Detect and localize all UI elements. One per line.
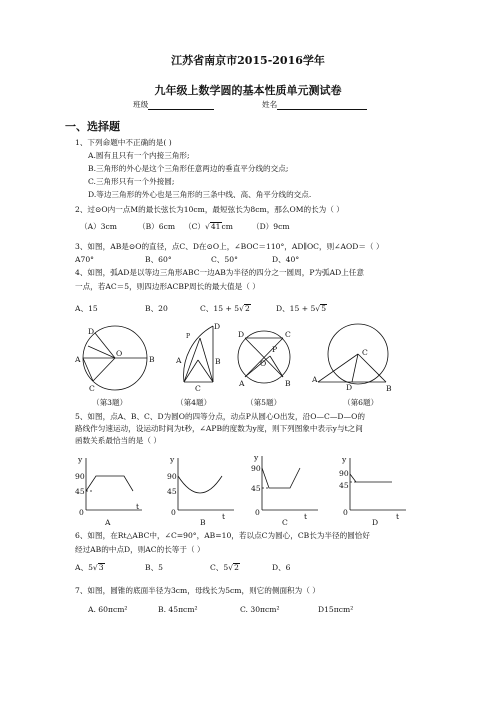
graph-d-y-label: y [342,455,347,464]
fig6-label-a: A [312,375,318,384]
q5-stem-2: 路线作匀速运动，设运动时间为t秒，∠APB的度数为y度，则下列图象中表示y与t之间 [75,424,363,433]
graph-d-origin: 0 [343,508,348,517]
class-field [133,100,214,110]
graph-b-origin: 0 [171,508,176,517]
caption-q4: （第4题） [176,398,212,407]
caption-q3: （第3题） [92,398,128,407]
q2-option-b: （B）6cm [138,222,176,231]
graph-c-y-label: y [254,453,259,462]
fig4-label-a: A [176,356,182,365]
q3-option-b: B、60° [145,255,172,264]
name-blank[interactable] [277,101,367,110]
graph-a-origin: 0 [79,508,84,517]
graph-b-tick-90: 90 [167,472,177,481]
figure-q6 [311,324,392,392]
q4-d-radicand: 5 [321,304,327,313]
q6-c-prefix: C、5 [210,563,229,572]
graph-a-tick-90: 90 [75,472,85,481]
q7-option-a: A. 60πcm² [88,605,128,614]
fig5-label-o: O [260,359,267,368]
q6-a-radicand: 3 [98,563,104,572]
section-heading: 一、选择题 [65,120,120,133]
fig4-label-d: D [214,322,221,331]
caption-q6: （第6题） [343,398,379,407]
q4-stem-2: 一点，若AC＝5，则四边形ACBP周长的最大值是（ ） [75,282,260,291]
q2-option-c: （C）√41cm [184,222,233,231]
figure-q3 [74,326,155,392]
graph-d [339,455,406,521]
fig4-label-b: B [215,357,221,366]
graph-c-origin: 0 [255,508,260,517]
fig6-label-b: B [386,384,392,392]
caption-q5: （第5题） [246,398,282,407]
q5-option-d-label: D [372,518,379,527]
fig5-label-d: D [238,330,245,339]
q5-option-c-label: C [282,518,288,527]
fig3-label-d: D [88,327,95,336]
q5-stem-1: 5、如图，点A、B、C、D为圆O的四等分点，动点P从圆心O出发，沿O—C—D—O的 [75,412,365,421]
q6-c-radicand: 2 [234,563,239,572]
graph-a-t-label: t [136,502,140,511]
q1-option-b: B.三角形的外心是这个三角形任意两边的垂直平分线的交点; [88,164,289,173]
graph-a-y-label: y [78,455,83,464]
title-line-2: 九年级上数学圆的基本性质单元测试卷 [154,84,342,97]
q2-c-radicand: 41 [210,222,221,231]
q1-option-d: D.等边三角形的外心也是三角形的三条中线、高、角平分线的交点. [88,190,312,199]
q4-option-d: D、15 + 5√5 [276,304,327,313]
name-field [262,100,367,110]
fig6-label-c: C [362,348,368,357]
title-line-1: 江苏省南京市2015-2016学年 [171,54,325,67]
fig5-label-p: P [272,345,278,354]
q6-option-c: C、5√2 [210,563,239,572]
q4-option-b: B、20 [145,304,168,313]
fig3-label-o: O [116,349,123,358]
q7-option-b: B. 45πcm² [158,605,198,614]
fig3-label-b: B [149,355,155,364]
q5-option-b-label: B [200,518,206,527]
q7-option-c: C. 30πcm² [240,605,280,614]
fig3-label-c: C [89,384,95,392]
q2-c-prefix: （C） [184,222,205,231]
graph-d-t-label: t [396,512,400,521]
graph-a [75,455,142,517]
graph-b-tick-45: 45 [167,487,177,496]
q1-option-c: C.三角形只有一个外接圆; [88,177,175,186]
q6-stem-2: 经过AB的中点D，则AC的长等于（ ） [75,545,205,554]
q4-option-a: A、15 [75,304,98,313]
graph-d-tick-45: 45 [339,481,349,490]
q4-stem-1: 4、如图，弧AD是以等边三角形ABC一边AB为半径的四分之一圆周，P为弧AD上任意 [75,268,364,277]
q2-c-unit: cm [221,222,233,231]
graph-b [167,455,234,521]
q5-graphs [0,448,496,530]
q5-stem-3: 函数关系最恰当的是（ ） [75,436,161,445]
q2-stem: 2、过⊙O内一点M的最长弦长为10cm，最短弦长为8cm，那么OM的长为（ ） [75,205,344,214]
fig6-label-d: D [346,383,353,392]
q1-option-a: A.圆有且只有一个内接三角形; [88,151,190,160]
figure-row [0,320,496,392]
q6-stem-1: 6、如图，在Rt△ABC中，∠C=90°，AB=10，若以点C为圆心，CB长为半径的圆恰好 [75,531,370,540]
figure-q4 [175,322,221,392]
q6-option-d: D、6 [272,563,291,572]
graph-c [251,453,318,521]
q3-option-d: D、40° [272,255,300,264]
class-blank[interactable] [148,101,214,110]
fig4-label-p: P [186,333,191,340]
q6-option-b: B、5 [145,563,164,572]
graph-c-t-label: t [304,512,308,521]
q3-option-c: C、50° [211,255,238,264]
graph-a-tick-45: 45 [75,487,85,496]
graph-d-tick-90: 90 [339,469,349,478]
graph-b-y-label: y [170,455,175,464]
q6-a-prefix: A、5 [75,563,93,572]
q7-option-d: D15πcm² [318,605,354,614]
q7-stem: 7、如图，圆锥的底面半径为3cm，母线长为5cm，则它的侧面积为（ ） [75,586,320,595]
graph-c-tick-90: 90 [251,464,261,473]
class-label: 班级 [133,100,149,109]
q5-option-a-label: A [105,518,111,527]
fig5-label-a: A [239,379,245,388]
figure-q5 [238,330,291,388]
fig5-label-c: C [285,330,291,339]
fig4-label-c: C [195,384,201,392]
graph-c-tick-45: 45 [251,484,261,493]
q4-d-prefix: D、15 + 5 [276,304,316,313]
q4-option-c: C、15 + 5√2 [200,304,250,313]
graph-b-t-label: t [222,512,226,521]
fig5-label-b: B [285,379,291,388]
q6-option-a: A、5√3 [75,563,104,572]
q4-c-prefix: C、15 + 5 [200,304,240,313]
q4-c-radicand: 2 [244,304,250,313]
q2-option-d: （D）9cm [252,222,290,231]
q3-option-a: A70° [75,255,94,264]
fig3-label-a: A [75,355,81,364]
q1-stem: 1、下列命题中不正确的是( ) [75,138,172,147]
name-label: 姓名 [262,100,278,109]
q2-option-a: （A）3cm [80,222,117,231]
q3-stem: 3、如图，AB是⊙O的直径，点C、D在⊙O上，∠BOC＝110°，AD∥OC，则∠AOD＝（ ） [75,242,384,251]
